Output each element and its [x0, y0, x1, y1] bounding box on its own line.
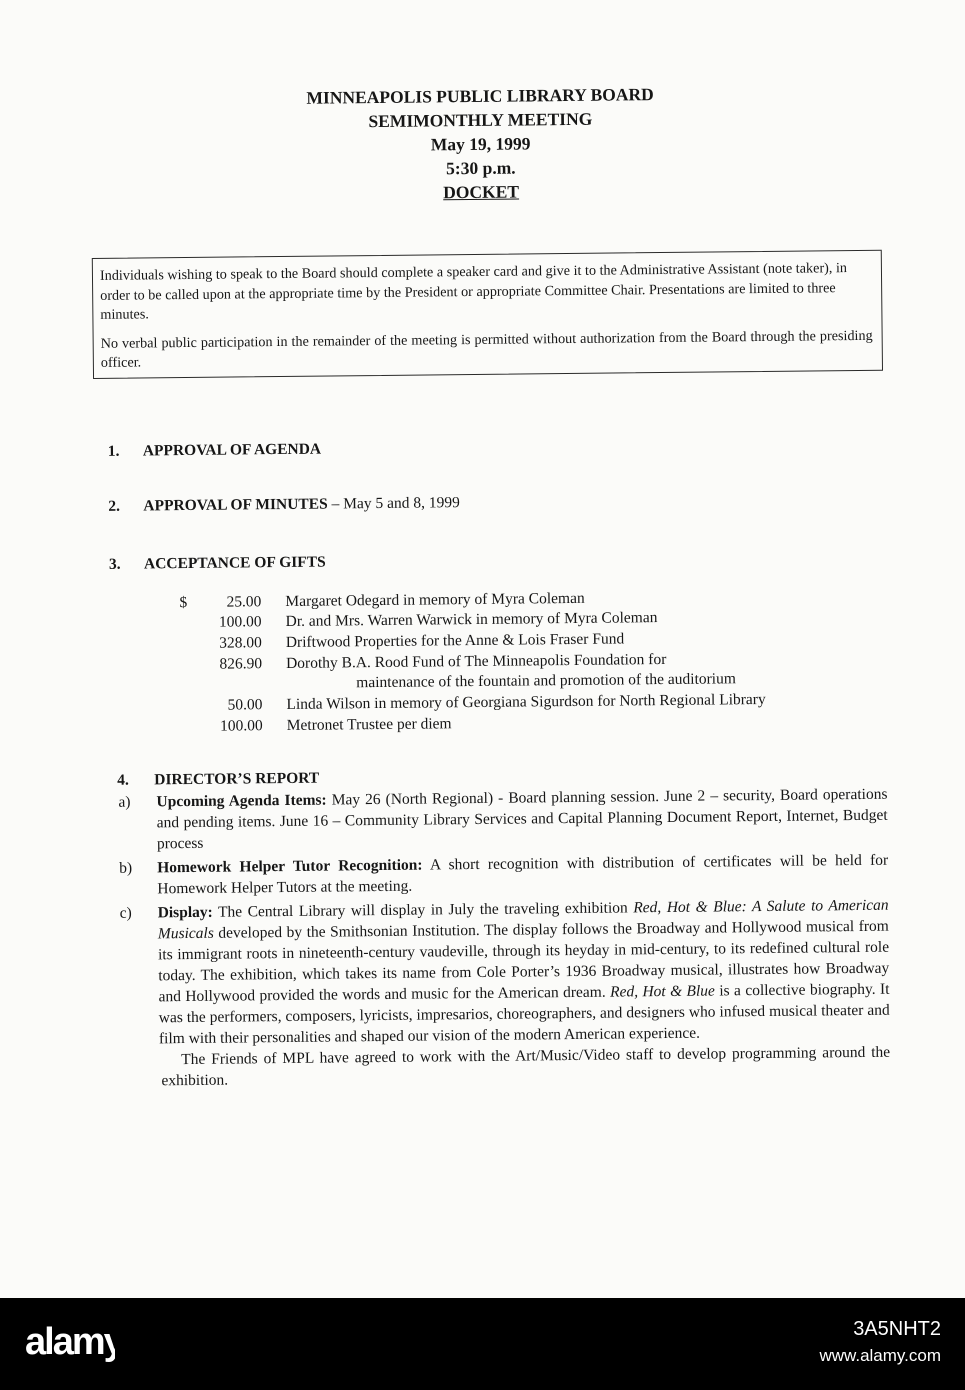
section-title-text: APPROVAL OF MINUTES [143, 495, 328, 514]
alamy-logo-text: alamy [25, 1321, 115, 1363]
item-text [158, 895, 891, 1092]
document-header [80, 80, 881, 208]
item-heading: Display: [157, 904, 213, 922]
exhibition-title: Red, Hot & Blue: A Salute to American Musicals [157, 897, 889, 943]
gift-amount: 826.90 [219, 654, 263, 673]
item-label: a) [118, 794, 131, 812]
section-title-detail: – May 5 and 8, 1999 [327, 493, 460, 513]
item-body: is a collective biography. It was the performers, composers, lyricists, impresarios, choreographers, and designers who infused musical theater and film with their personalities and shaped our vision of the modern American experience. [158, 981, 890, 1048]
header-time: 5:30 p.m. [445, 157, 516, 179]
item-text [157, 850, 888, 900]
docket-document [90, 80, 891, 1096]
section-number: 1. [107, 442, 120, 460]
section-title: DIRECTOR’S REPORT [154, 770, 320, 789]
section-title: ACCEPTANCE OF GIFTS [143, 553, 326, 572]
section-number: 4. [117, 772, 129, 790]
item-label: b) [119, 860, 133, 878]
report-item-display [119, 895, 891, 1092]
display-paragraph-1 [158, 895, 890, 1050]
gifts-list [95, 585, 886, 738]
report-items [118, 784, 891, 1092]
alamy-logo [23, 1312, 115, 1372]
gift-description: Linda Wilson in memory of Georgiana Sigurdson for North Regional Library [286, 690, 766, 713]
header-meeting: SEMIMONTHLY MEETING [368, 108, 593, 132]
display-paragraph-2: The Friends of MPL have agreed to work with the Art/Music/Video staff to develop programming around the exhibition. [161, 1044, 891, 1090]
section-title [143, 489, 884, 515]
section-approval-agenda [94, 434, 884, 460]
watermark-footer [0, 1298, 965, 1390]
notice-paragraph-1: Individuals wishing to speak to the Board should complete a speaker card and give it to the Administrative Assistant (note taker), in order to be called upon at the appropriate time by the President or appropriate Committee Chair. Presentations are limited to three minutes. [99, 260, 848, 323]
header-docket: DOCKET [443, 181, 520, 203]
gift-amount: 100.00 [219, 716, 263, 735]
speaker-notice-box [92, 250, 883, 379]
gift-description [286, 649, 736, 695]
site-url: www.alamy.com [819, 1346, 941, 1365]
header-org: MINNEAPOLIS PUBLIC LIBRARY BOARD [306, 84, 654, 108]
section-title: APPROVAL OF AGENDA [142, 440, 322, 459]
currency-symbol: $ [179, 593, 188, 611]
item-body: A short recognition with distribution of certificates will be held for Homework Helper Tutors at the meeting. [157, 852, 889, 898]
gift-description: Metronet Trustee per diem [286, 714, 452, 734]
image-id: 3A5NHT2 [853, 1318, 941, 1340]
item-label: c) [119, 905, 132, 923]
item-text [156, 784, 888, 855]
section-number: 2. [108, 497, 121, 515]
header-date: May 19, 1999 [430, 133, 531, 155]
section-approval-minutes [94, 489, 884, 515]
exhibition-title-short: Red, Hot & Blue [609, 982, 715, 1002]
report-item-homework [119, 850, 889, 900]
gift-description: Driftwood Properties for the Anne & Lois Fraser Fund [285, 630, 625, 651]
gift-description: Margaret Odegard in memory of Myra Coleman [285, 589, 585, 610]
gift-amount: 25.00 [226, 592, 262, 611]
item-body: May 26 (North Regional) - Board planning session. June 2 – security, Board operations and pending items. June 16 – Community Library Services and Capital Planning Document Report, Internet, Budget process [156, 786, 888, 853]
item-heading: Upcoming Agenda Items: [156, 791, 327, 811]
report-item-upcoming [118, 784, 888, 855]
gift-description: Dr. and Mrs. Warren Warwick in memory of Myra Coleman [285, 609, 658, 631]
gift-amount: 50.00 [227, 696, 263, 714]
gift-amount: 100.00 [218, 613, 262, 631]
gift-description-line-2: maintenance of the fountain and promotion of the auditorium [356, 670, 736, 692]
gift-description-line-1: Dorothy B.A. Rood Fund of The Minneapolis Foundation for [285, 650, 667, 672]
item-heading: Homework Helper Tutor Recognition: [157, 856, 423, 877]
section-number: 3. [108, 555, 121, 573]
section-acceptance-gifts [95, 547, 885, 573]
notice-paragraph-2: No verbal public participation in the remainder of the meeting is permitted without authorization from the Board through the presiding officer. [100, 327, 873, 371]
item-body: developed by the Smithsonian Institution. The display follows the Broadway and Hollywood musical from its immigrant roots in nineteenth-century vaudeville, through its heyday in mid-century, to its redefined cultural role today. The exhibition, which takes its name from Cole Porter’s 1936 Broadway musical, illustrates how Broadway and Hollywood provided the words and music for the American dream. [157, 918, 890, 1006]
gift-amount: 328.00 [219, 634, 262, 652]
item-body: The Central Library will display in July the traveling exhibition [212, 899, 634, 922]
